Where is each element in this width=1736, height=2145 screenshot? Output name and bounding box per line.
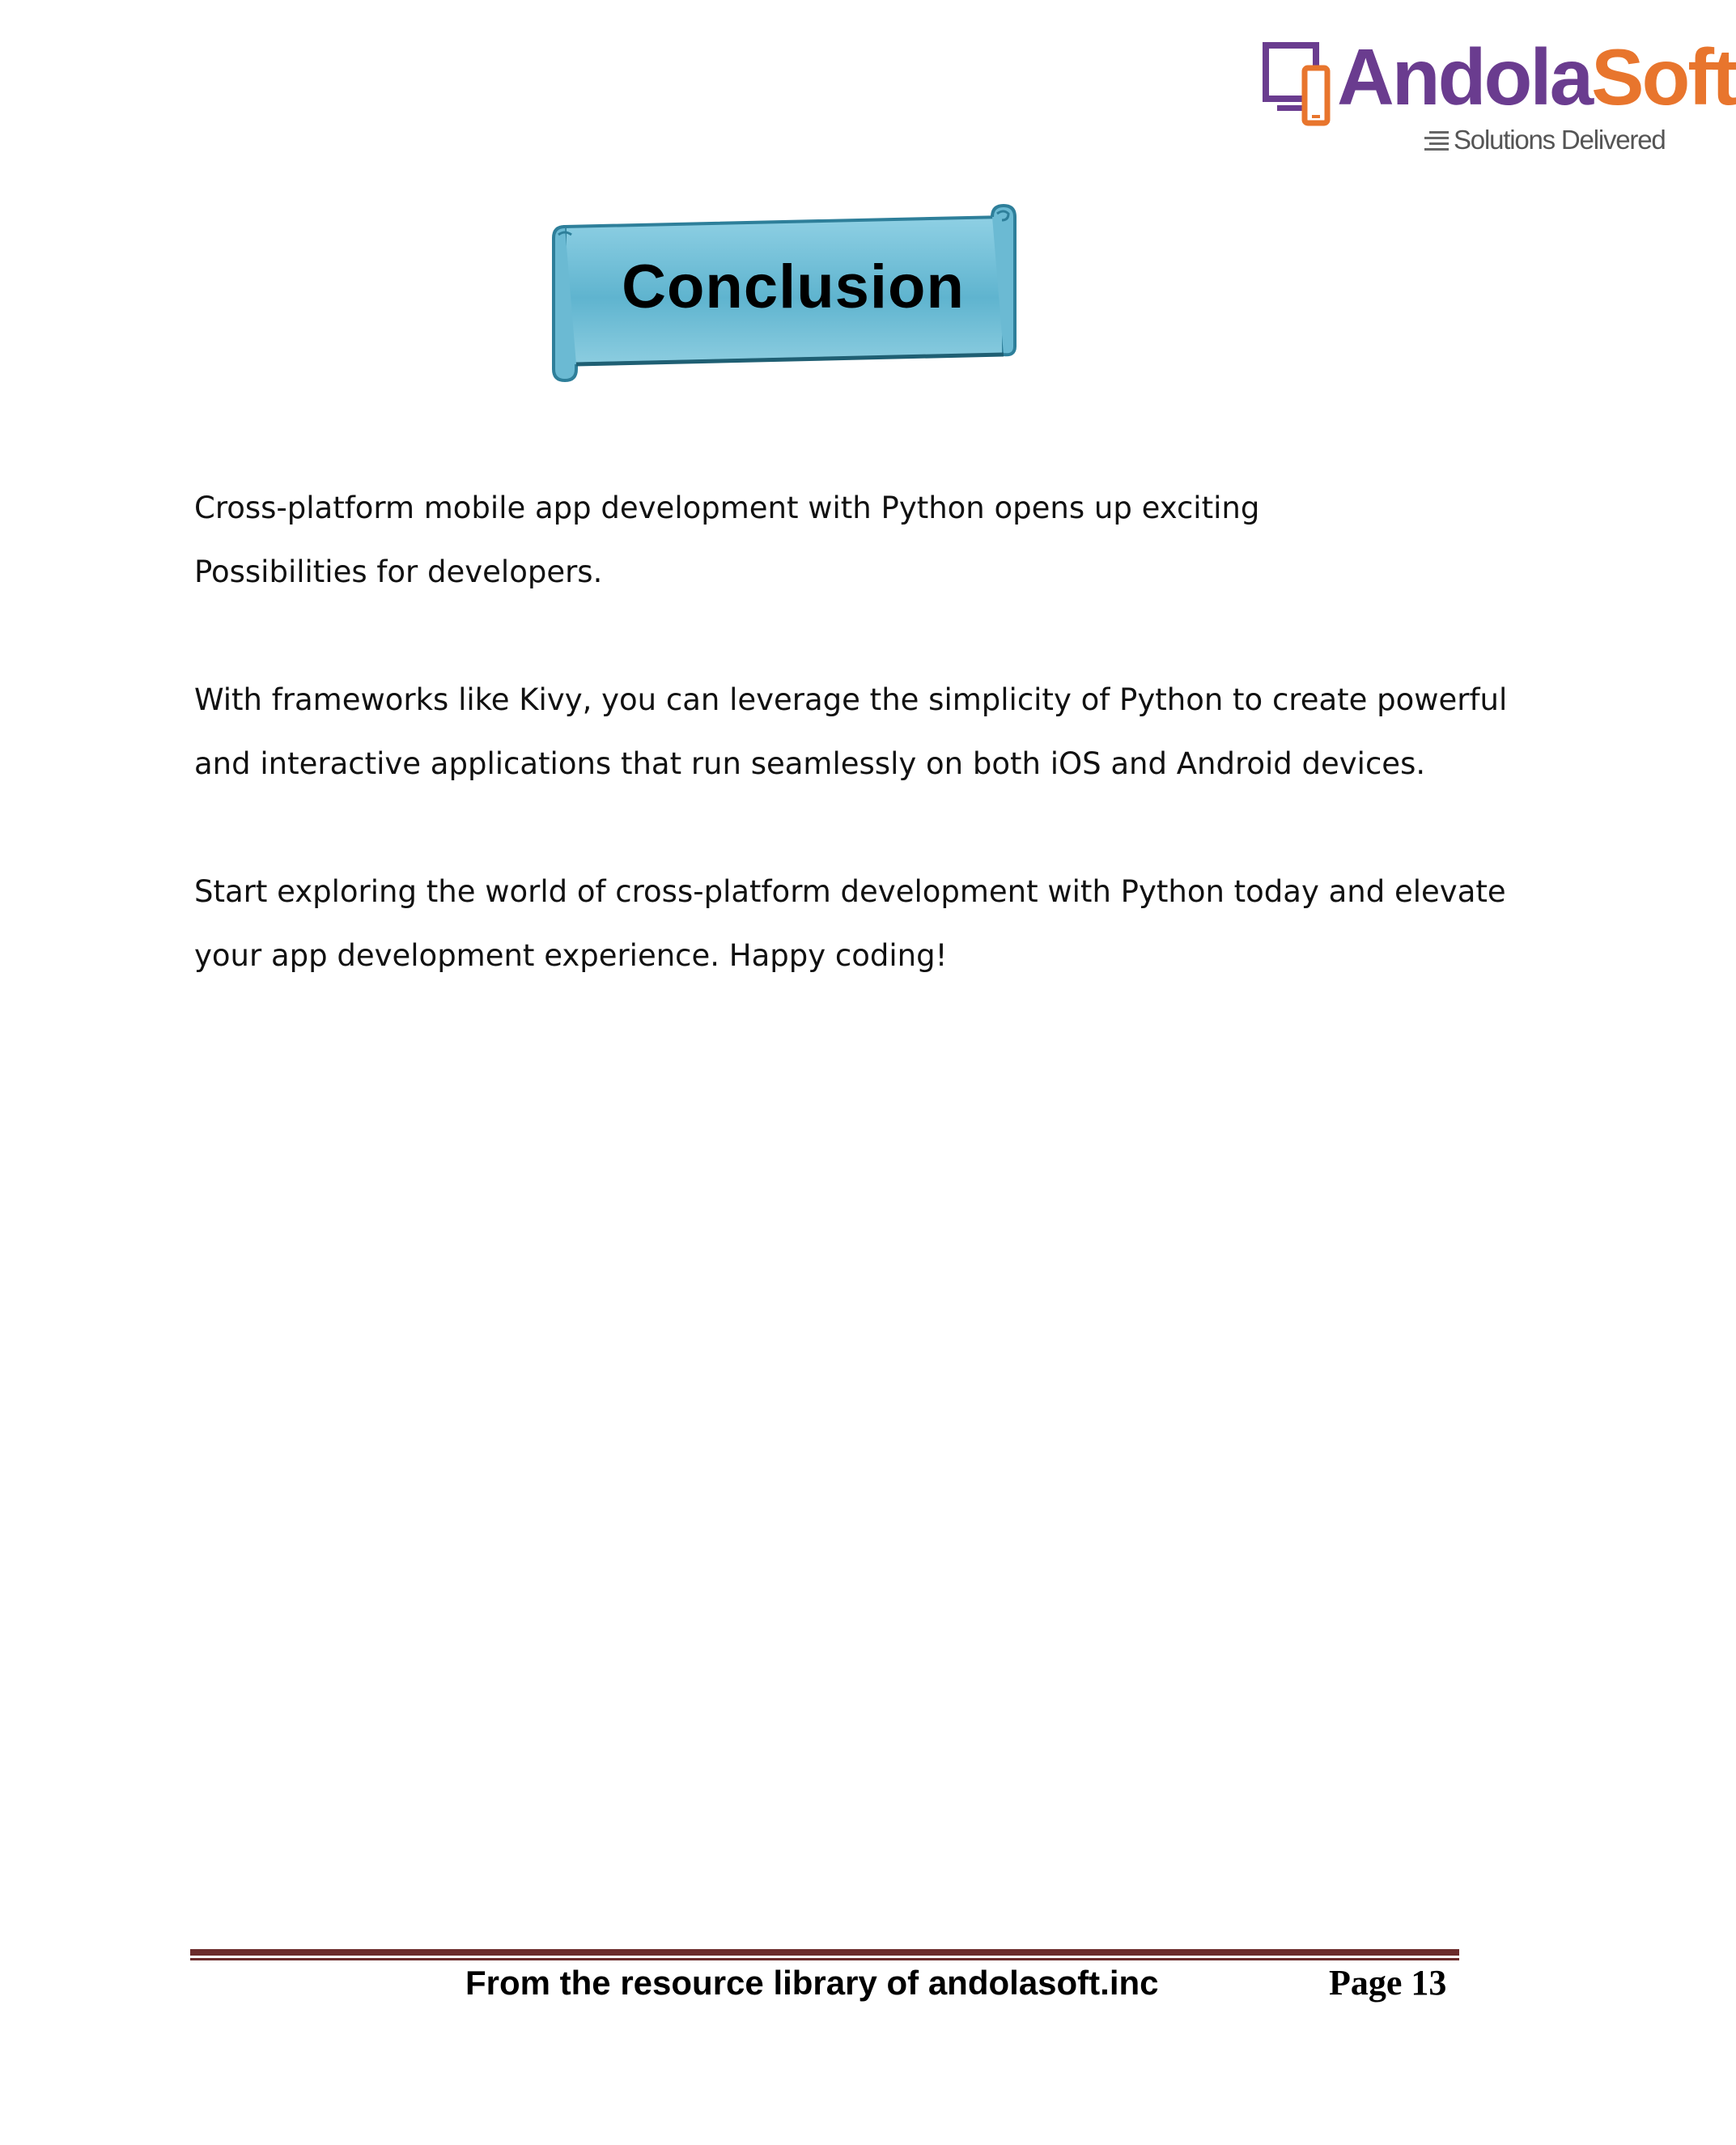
- paragraph-line: Start exploring the world of cross-platform development with Python today and elevate: [194, 874, 1506, 909]
- page-number: Page 13: [1329, 1963, 1447, 2003]
- paragraph-line: With frameworks like Kivy, you can leverage the simplicity of Python to create powerful: [194, 682, 1508, 717]
- logo-wordmark-part2: Soft: [1591, 32, 1736, 121]
- paragraph-line: Cross-platform mobile app development with Python opens up exciting: [194, 491, 1260, 525]
- logo-tagline: Solutions Delivered: [1454, 125, 1666, 155]
- footer-source: From the resource library of andolasoft.inc: [465, 1964, 1159, 2002]
- paragraph-line: Possibilities for developers.: [194, 554, 603, 589]
- paragraph: [194, 860, 1506, 988]
- banner-title: Conclusion: [622, 253, 965, 321]
- lines-icon: [1424, 130, 1449, 151]
- andolasoft-logo: [1263, 32, 1736, 162]
- conclusion-banner: [542, 202, 1028, 384]
- paragraph-line: your app development experience. Happy coding!: [194, 938, 948, 973]
- logo-wordmark: [1337, 32, 1736, 121]
- conclusion-body: [194, 476, 1508, 1051]
- devices-icon: [1263, 40, 1331, 130]
- paragraph: [194, 668, 1508, 796]
- paragraph: [194, 476, 1473, 604]
- logo-tagline-row: [1424, 120, 1666, 160]
- footer-rule-thick: [190, 1949, 1459, 1956]
- logo-wordmark-part1: Andola: [1337, 32, 1592, 121]
- paragraph-line: and interactive applications that run seamlessly on both iOS and Android devices.: [194, 746, 1426, 781]
